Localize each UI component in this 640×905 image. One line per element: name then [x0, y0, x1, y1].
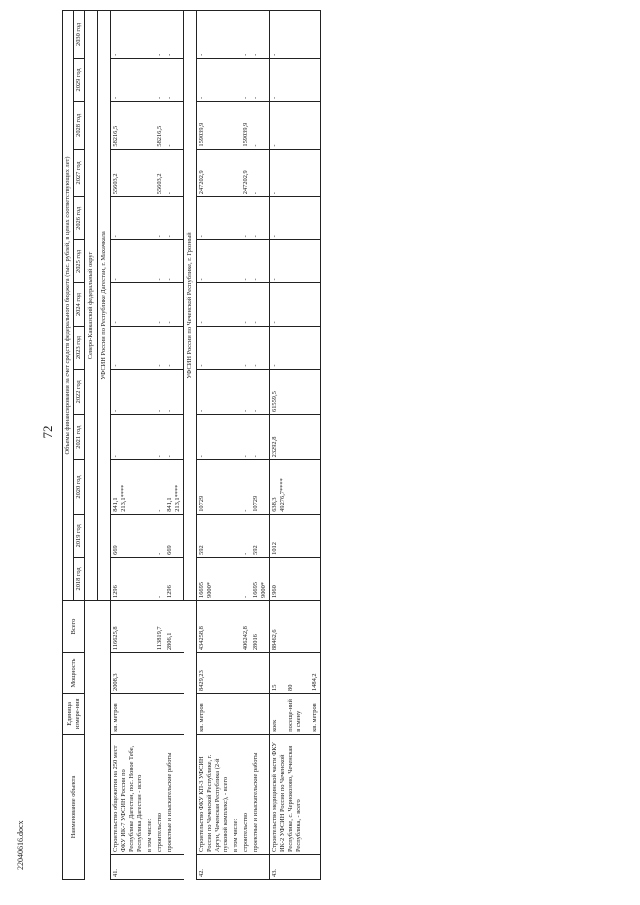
row-year-value: -	[197, 414, 232, 459]
row-total: 88462,6	[270, 600, 321, 652]
row-index	[165, 855, 184, 880]
row-year-value: -	[155, 240, 165, 283]
row-year-value: -	[241, 460, 251, 514]
row-year-value: 159039,9	[241, 101, 251, 149]
header-year: 2030 год	[74, 11, 85, 59]
row-year-value: -	[197, 11, 232, 59]
row-name: Строительство медицинской части ФКУ ИК-2 УФСИН России по Чеченской Республике, с. Чернокозово, Чеченская Республика, - всего	[270, 734, 321, 854]
row-year-value: -	[155, 514, 165, 557]
row-year-value	[231, 240, 241, 283]
row-index	[251, 855, 270, 880]
row-year-value: 1960	[270, 557, 321, 600]
row-name: проектные и изыскательские работы	[165, 734, 184, 854]
row-total: 116625,8	[111, 600, 146, 652]
row-year-value	[231, 11, 241, 59]
row-year-value: -	[155, 460, 165, 514]
row-unit	[241, 693, 251, 734]
row-year-value	[231, 101, 241, 149]
row-index: 41.	[111, 855, 146, 880]
row-unit	[165, 693, 184, 734]
row-name: строительство	[241, 734, 251, 854]
row-power	[231, 653, 241, 694]
row-year-value: -	[165, 326, 184, 369]
row-name: в том числе:	[145, 734, 155, 854]
row-year-value: -	[155, 557, 165, 600]
row-year-value: 58216,5	[155, 101, 165, 149]
region-district: Северо-Кавказский федеральный округ	[85, 11, 98, 601]
row-year-value: -	[155, 283, 165, 326]
row-year-value	[145, 11, 155, 59]
row-year-value	[145, 197, 155, 240]
row-power	[251, 653, 270, 694]
header-total: Всего	[63, 600, 85, 652]
row-year-value: 669	[165, 514, 184, 557]
header-name: Наименование объекта	[63, 734, 85, 879]
header-year: 2024 год	[74, 283, 85, 326]
row-name: строительство	[155, 734, 165, 854]
row-year-value: 55603,2	[111, 149, 146, 197]
rotated-table-wrapper	[62, 10, 622, 880]
row-year-value: -	[241, 11, 251, 59]
row-index	[145, 855, 155, 880]
row-year-value	[145, 414, 155, 459]
row-year-value: -	[270, 101, 321, 149]
row-year-value	[231, 557, 241, 600]
row-year-value: -	[155, 11, 165, 59]
table-body	[85, 11, 321, 880]
row-year-value: -	[165, 11, 184, 59]
row-year-value: 23292,8	[270, 414, 321, 459]
row-year-value: -	[241, 240, 251, 283]
row-year-value: -	[251, 326, 270, 369]
row-year-value	[231, 326, 241, 369]
row-year-value: -	[270, 197, 321, 240]
row-year-value: 1296	[165, 557, 184, 600]
row-year-value: 247202,9	[197, 149, 232, 197]
row-power: 8429,23	[197, 653, 232, 694]
row-year-value: -	[241, 197, 251, 240]
region-chechnya: УФСИН России по Чеченской Республике, г. Грозный	[184, 11, 197, 601]
table-row	[270, 11, 321, 880]
document-footer: 22040616.docx	[16, 820, 25, 870]
row-year-value: -	[251, 197, 270, 240]
row-total: 2806,1	[165, 600, 184, 652]
row-year-value: 638,3 49276,7****	[270, 460, 321, 514]
header-funding: Объемы финансирования за счет средств федерального бюджета (тыс. рублей, в ценах соответствующих лет)	[63, 11, 74, 601]
row-year-value: -	[251, 58, 270, 101]
row-year-value: -	[111, 197, 146, 240]
row-year-value: -	[241, 514, 251, 557]
row-total: 113819,7	[155, 600, 165, 652]
row-year-value: -	[165, 149, 184, 197]
header-power: Мощность	[63, 653, 85, 694]
row-year-value: -	[251, 414, 270, 459]
row-year-value: 55603,2	[155, 149, 165, 197]
row-year-value	[231, 460, 241, 514]
row-year-value: -	[197, 369, 232, 414]
row-year-value: -	[155, 369, 165, 414]
row-year-value: 247202,9	[241, 149, 251, 197]
row-total: 434258,8	[197, 600, 232, 652]
row-year-value	[145, 149, 155, 197]
row-year-value: 1012	[270, 514, 321, 557]
row-total	[231, 600, 241, 652]
row-year-value	[145, 369, 155, 414]
row-index	[241, 855, 251, 880]
table-row	[251, 11, 270, 880]
row-name: Строительство ФКУ КП-3 УФСИН России по Чеченской Республике, г. Аргун, Чеченская Республика (2-й пусковой комплекс), - всего	[197, 734, 232, 854]
table-row	[241, 11, 251, 880]
row-year-value: -	[111, 58, 146, 101]
table-row	[111, 11, 146, 880]
row-year-value: -	[251, 101, 270, 149]
row-year-value: 58216,5	[111, 101, 146, 149]
row-year-value: -	[251, 369, 270, 414]
row-year-value	[145, 101, 155, 149]
row-unit	[145, 693, 155, 734]
row-year-value: -	[155, 58, 165, 101]
row-year-value	[145, 58, 155, 101]
header-year: 2018 год	[74, 557, 85, 600]
row-year-value: -	[111, 414, 146, 459]
row-year-value: -	[155, 197, 165, 240]
row-year-value	[231, 58, 241, 101]
row-year-value: -	[155, 326, 165, 369]
row-year-value: -	[197, 326, 232, 369]
row-year-value: -	[165, 58, 184, 101]
row-index: 42.	[197, 855, 232, 880]
row-year-value: 1296	[111, 557, 146, 600]
row-year-value: -	[111, 283, 146, 326]
row-year-value	[145, 326, 155, 369]
row-year-value: -	[111, 326, 146, 369]
row-year-value: 841,1 213,1****	[165, 460, 184, 514]
row-year-value: -	[165, 414, 184, 459]
row-unit: коек посеще-ний в смену кв. метров	[270, 693, 321, 734]
row-year-value: -	[270, 11, 321, 59]
row-year-value: -	[241, 557, 251, 600]
row-year-value	[231, 197, 241, 240]
row-year-value: -	[270, 58, 321, 101]
table-row	[145, 11, 155, 880]
row-index	[231, 855, 241, 880]
row-power	[155, 653, 165, 694]
row-total	[145, 600, 155, 652]
row-year-value	[231, 514, 241, 557]
row-year-value: 16695 9000*	[197, 557, 232, 600]
table-row	[197, 11, 232, 880]
row-unit	[251, 693, 270, 734]
row-unit: кв. метров	[197, 693, 232, 734]
row-year-value: 841,1 213,1****	[111, 460, 146, 514]
header-year: 2028 год	[74, 101, 85, 149]
row-year-value: -	[197, 197, 232, 240]
row-year-value: -	[197, 240, 232, 283]
row-year-value: -	[270, 283, 321, 326]
row-year-value	[231, 369, 241, 414]
row-index	[155, 855, 165, 880]
row-year-value	[145, 514, 155, 557]
header-year: 2020 год	[74, 460, 85, 514]
header-year: 2026 год	[74, 197, 85, 240]
row-total: 406242,8	[241, 600, 251, 652]
row-year-value	[145, 240, 155, 283]
row-year-value: -	[241, 283, 251, 326]
row-year-value: 592	[251, 514, 270, 557]
region-dagestan: УФСИН России по Республике Дагестан, г. Махачкала	[98, 11, 111, 601]
row-power	[241, 653, 251, 694]
row-year-value	[145, 460, 155, 514]
row-year-value: -	[197, 58, 232, 101]
row-year-value: 16695 9000*	[251, 557, 270, 600]
header-year: 2029 год	[74, 58, 85, 101]
row-year-value: -	[155, 414, 165, 459]
row-year-value: -	[165, 197, 184, 240]
row-year-value: -	[111, 240, 146, 283]
row-power: 15 80 1484,2	[270, 653, 321, 694]
table-row	[155, 11, 165, 880]
row-total: 28016	[251, 600, 270, 652]
table-header	[63, 11, 85, 880]
row-year-value: -	[270, 149, 321, 197]
row-year-value: -	[251, 11, 270, 59]
row-year-value: -	[241, 369, 251, 414]
row-name: Строительство общежития на 250 мест ФКУ ИК-7 УФСИН России по Республике Дагестан, пос. Новое Тебе, Республика Дагестан - всего	[111, 734, 146, 854]
header-year: 2023 год	[74, 326, 85, 369]
row-year-value: -	[165, 283, 184, 326]
header-unit: Единица измере-ния	[63, 693, 85, 734]
page-number: 72	[40, 425, 55, 439]
header-year: 2022 год	[74, 369, 85, 414]
row-year-value: -	[241, 58, 251, 101]
row-year-value: -	[270, 326, 321, 369]
header-year: 2025 год	[74, 240, 85, 283]
table-row	[165, 11, 184, 880]
row-power	[165, 653, 184, 694]
row-year-value: -	[165, 369, 184, 414]
row-year-value: -	[111, 369, 146, 414]
header-year: 2019 год	[74, 514, 85, 557]
row-year-value: -	[251, 283, 270, 326]
table-row	[231, 11, 241, 880]
row-year-value	[145, 283, 155, 326]
row-year-value	[231, 149, 241, 197]
row-year-value: -	[251, 240, 270, 283]
row-year-value: 10729	[197, 460, 232, 514]
row-index: 43.	[270, 855, 321, 880]
row-unit	[231, 693, 241, 734]
row-power	[145, 653, 155, 694]
row-year-value: -	[111, 11, 146, 59]
row-year-value: -	[165, 240, 184, 283]
row-year-value: -	[270, 240, 321, 283]
row-year-value: 10729	[251, 460, 270, 514]
funding-table	[62, 10, 321, 880]
row-power: 2008,3	[111, 653, 146, 694]
row-unit	[155, 693, 165, 734]
row-year-value	[231, 414, 241, 459]
row-year-value: 61559,5	[270, 369, 321, 414]
row-year-value: -	[197, 283, 232, 326]
row-year-value: 159039,9	[197, 101, 232, 149]
row-name: проектные и изыскательские работы	[251, 734, 270, 854]
header-year: 2027 год	[74, 149, 85, 197]
row-year-value: 592	[197, 514, 232, 557]
header-year: 2021 год	[74, 414, 85, 459]
row-year-value: -	[251, 149, 270, 197]
row-name: в том числе:	[231, 734, 241, 854]
row-year-value: 669	[111, 514, 146, 557]
row-year-value	[231, 283, 241, 326]
row-year-value: -	[241, 414, 251, 459]
row-year-value	[145, 557, 155, 600]
row-unit: кв. метров	[111, 693, 146, 734]
row-year-value: -	[241, 326, 251, 369]
row-year-value: -	[165, 101, 184, 149]
